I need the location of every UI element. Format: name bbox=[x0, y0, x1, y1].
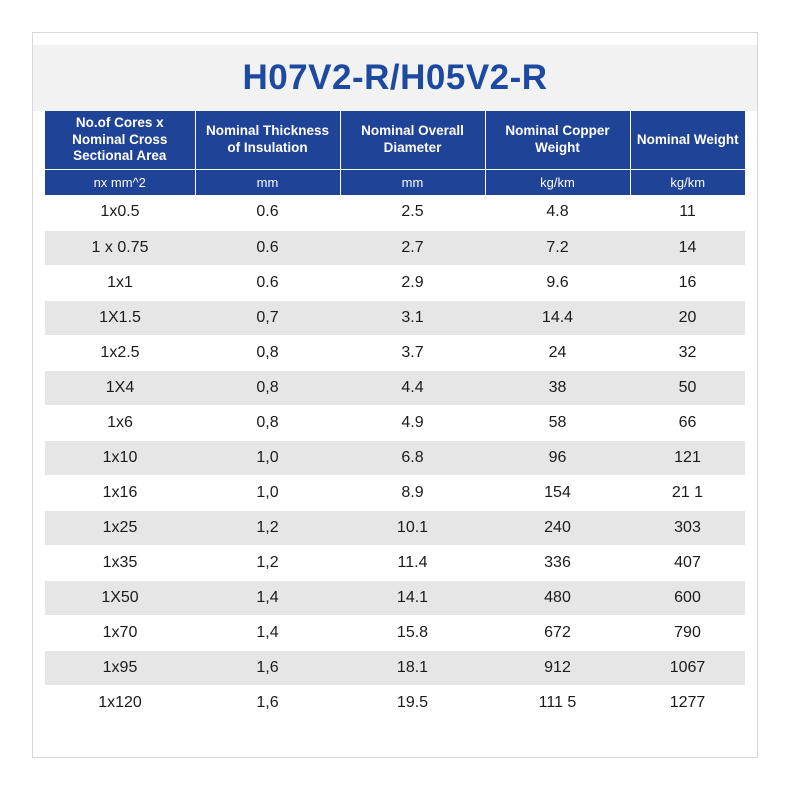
cell-copper-weight: 336 bbox=[485, 545, 630, 580]
cell-copper-weight: 912 bbox=[485, 650, 630, 685]
header-row-units bbox=[45, 169, 745, 195]
cell-cores: 1x0.5 bbox=[45, 195, 195, 230]
cell-insulation-thickness: 0,8 bbox=[195, 370, 340, 405]
table-row bbox=[45, 685, 745, 720]
cell-cores: 1x10 bbox=[45, 440, 195, 475]
column-unit-overall-diameter: mm bbox=[340, 169, 485, 195]
cell-nominal-weight: 121 bbox=[630, 440, 745, 475]
cell-insulation-thickness: 0,7 bbox=[195, 300, 340, 335]
cell-overall-diameter: 19.5 bbox=[340, 685, 485, 720]
table-row bbox=[45, 335, 745, 370]
cell-overall-diameter: 8.9 bbox=[340, 475, 485, 510]
column-unit-copper-weight: kg/km bbox=[485, 169, 630, 195]
table-row bbox=[45, 615, 745, 650]
cell-cores: 1x25 bbox=[45, 510, 195, 545]
cell-copper-weight: 154 bbox=[485, 475, 630, 510]
cell-copper-weight: 9.6 bbox=[485, 265, 630, 300]
table-row bbox=[45, 405, 745, 440]
cell-copper-weight: 480 bbox=[485, 580, 630, 615]
cell-cores: 1X50 bbox=[45, 580, 195, 615]
specification-table bbox=[45, 111, 745, 721]
table-row bbox=[45, 475, 745, 510]
table-row bbox=[45, 510, 745, 545]
cell-copper-weight: 14.4 bbox=[485, 300, 630, 335]
cell-nominal-weight: 1277 bbox=[630, 685, 745, 720]
cell-nominal-weight: 303 bbox=[630, 510, 745, 545]
header-row-main bbox=[45, 111, 745, 169]
cell-insulation-thickness: 1,6 bbox=[195, 650, 340, 685]
cell-nominal-weight: 407 bbox=[630, 545, 745, 580]
column-header-cores: No.of Cores x Nominal Cross Sectional Area bbox=[45, 111, 195, 169]
cell-nominal-weight: 790 bbox=[630, 615, 745, 650]
cell-overall-diameter: 15.8 bbox=[340, 615, 485, 650]
cell-insulation-thickness: 0.6 bbox=[195, 230, 340, 265]
column-header-nominal-weight: Nominal Weight bbox=[630, 111, 745, 169]
cell-nominal-weight: 50 bbox=[630, 370, 745, 405]
cell-overall-diameter: 3.1 bbox=[340, 300, 485, 335]
table-row bbox=[45, 195, 745, 230]
table-row bbox=[45, 370, 745, 405]
cell-insulation-thickness: 1,4 bbox=[195, 615, 340, 650]
column-header-insulation-thickness: Nominal Thickness of Insulation bbox=[195, 111, 340, 169]
cell-overall-diameter: 2.9 bbox=[340, 265, 485, 300]
cell-cores: 1 x 0.75 bbox=[45, 230, 195, 265]
cell-cores: 1x70 bbox=[45, 615, 195, 650]
table-row bbox=[45, 300, 745, 335]
cell-cores: 1x35 bbox=[45, 545, 195, 580]
cell-nominal-weight: 14 bbox=[630, 230, 745, 265]
cell-insulation-thickness: 0.6 bbox=[195, 195, 340, 230]
cell-overall-diameter: 11.4 bbox=[340, 545, 485, 580]
cell-insulation-thickness: 0,8 bbox=[195, 335, 340, 370]
column-unit-nominal-weight: kg/km bbox=[630, 169, 745, 195]
cell-copper-weight: 58 bbox=[485, 405, 630, 440]
table-row bbox=[45, 230, 745, 265]
cell-copper-weight: 240 bbox=[485, 510, 630, 545]
cell-nominal-weight: 16 bbox=[630, 265, 745, 300]
cell-cores: 1x2.5 bbox=[45, 335, 195, 370]
column-unit-cores: nx mm^2 bbox=[45, 169, 195, 195]
cell-cores: 1x6 bbox=[45, 405, 195, 440]
cell-copper-weight: 96 bbox=[485, 440, 630, 475]
cell-overall-diameter: 14.1 bbox=[340, 580, 485, 615]
cell-copper-weight: 672 bbox=[485, 615, 630, 650]
cell-cores: 1x1 bbox=[45, 265, 195, 300]
cell-insulation-thickness: 0.6 bbox=[195, 265, 340, 300]
cell-insulation-thickness: 1,0 bbox=[195, 475, 340, 510]
cell-insulation-thickness: 1,6 bbox=[195, 685, 340, 720]
cell-overall-diameter: 18.1 bbox=[340, 650, 485, 685]
cell-nominal-weight: 1067 bbox=[630, 650, 745, 685]
table-row bbox=[45, 580, 745, 615]
cell-overall-diameter: 4.4 bbox=[340, 370, 485, 405]
cell-overall-diameter: 3.7 bbox=[340, 335, 485, 370]
cell-insulation-thickness: 1,4 bbox=[195, 580, 340, 615]
table-row bbox=[45, 545, 745, 580]
cell-nominal-weight: 20 bbox=[630, 300, 745, 335]
cell-cores: 1x120 bbox=[45, 685, 195, 720]
cell-overall-diameter: 10.1 bbox=[340, 510, 485, 545]
cell-overall-diameter: 4.9 bbox=[340, 405, 485, 440]
cell-copper-weight: 4.8 bbox=[485, 195, 630, 230]
cell-insulation-thickness: 1,2 bbox=[195, 545, 340, 580]
cell-overall-diameter: 2.7 bbox=[340, 230, 485, 265]
cell-cores: 1X4 bbox=[45, 370, 195, 405]
table-row bbox=[45, 265, 745, 300]
cell-insulation-thickness: 1,0 bbox=[195, 440, 340, 475]
cell-copper-weight: 38 bbox=[485, 370, 630, 405]
column-header-copper-weight: Nominal Copper Weight bbox=[485, 111, 630, 169]
cell-copper-weight: 7.2 bbox=[485, 230, 630, 265]
cell-nominal-weight: 66 bbox=[630, 405, 745, 440]
cell-overall-diameter: 6.8 bbox=[340, 440, 485, 475]
title-bar bbox=[33, 45, 757, 111]
cell-insulation-thickness: 0,8 bbox=[195, 405, 340, 440]
cell-cores: 1x95 bbox=[45, 650, 195, 685]
cell-nominal-weight: 11 bbox=[630, 195, 745, 230]
cell-nominal-weight: 21 1 bbox=[630, 475, 745, 510]
cell-copper-weight: 111 5 bbox=[485, 685, 630, 720]
cell-cores: 1x16 bbox=[45, 475, 195, 510]
column-header-overall-diameter: Nominal Overall Diameter bbox=[340, 111, 485, 169]
table-body bbox=[45, 195, 745, 720]
table-row bbox=[45, 650, 745, 685]
cell-cores: 1X1.5 bbox=[45, 300, 195, 335]
cell-copper-weight: 24 bbox=[485, 335, 630, 370]
table-header bbox=[45, 111, 745, 195]
column-unit-insulation-thickness: mm bbox=[195, 169, 340, 195]
cell-insulation-thickness: 1,2 bbox=[195, 510, 340, 545]
cell-nominal-weight: 32 bbox=[630, 335, 745, 370]
page-title: H07V2-R/H05V2-R bbox=[242, 58, 548, 97]
cell-nominal-weight: 600 bbox=[630, 580, 745, 615]
table-row bbox=[45, 440, 745, 475]
cell-overall-diameter: 2.5 bbox=[340, 195, 485, 230]
